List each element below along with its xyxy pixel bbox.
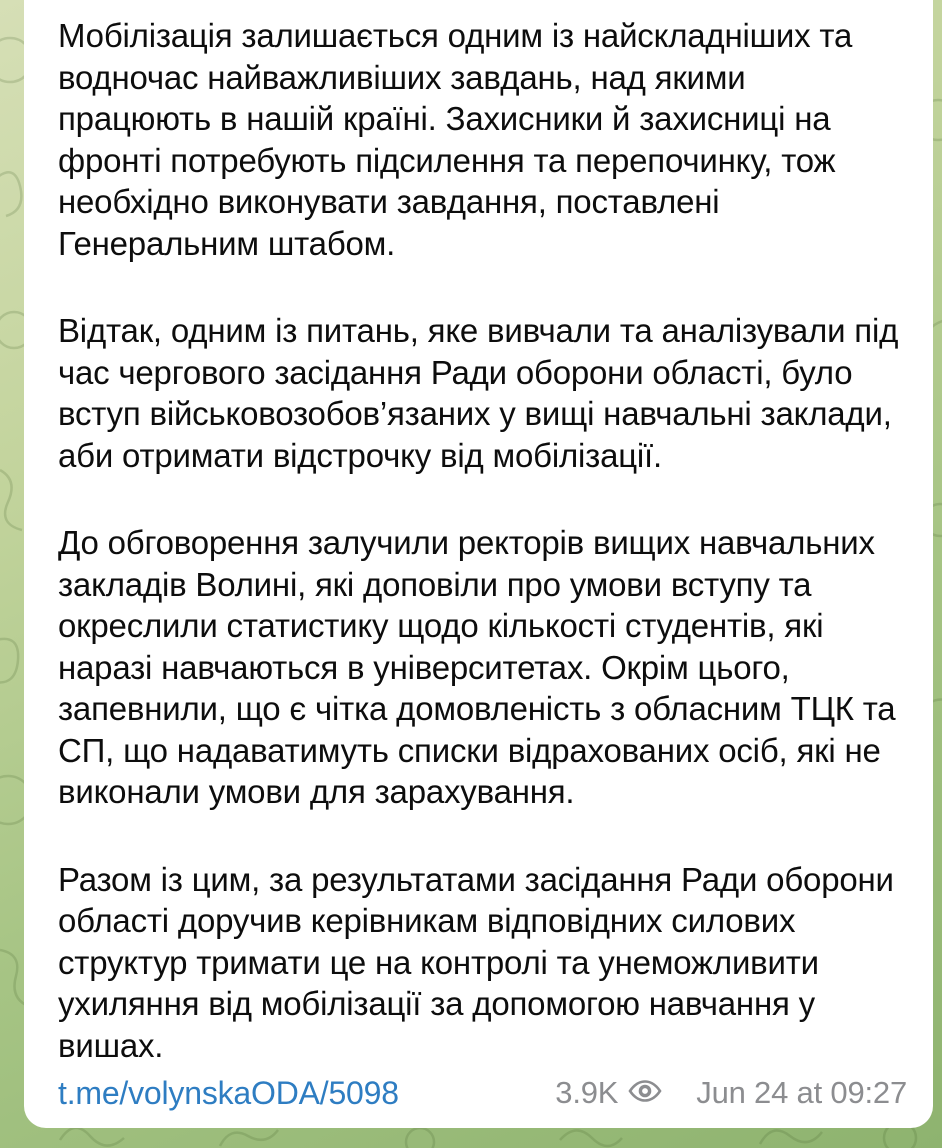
views-count: 3.9K: [555, 1075, 619, 1110]
message-paragraph: Відтак, одним із питань, яке вивчали та аналізували під час чергового засідання Ради оборони області, було вступ військовозобов’язаних у вищі навчальні заклади, аби отримати відстрочку від мобілізації.: [58, 312, 899, 474]
message-paragraph: Мобілізація залишається одним із найскладніших та водночас найважливіших завдань, над якими працюють в нашій країні. Захисники й захисниці на фронті потребують підсилення та перепочинку, тож необхідно виконувати завдання, поставлені Генеральним штабом.: [58, 17, 853, 262]
post-link[interactable]: t.me/volynskaODA/5098: [58, 1075, 399, 1111]
eye-icon: [628, 1076, 662, 1110]
message-bubble: [24, 0, 933, 1128]
message-paragraph: До обговорення залучили ректорів вищих навчальних закладів Волині, які доповіли про умови вступу та окреслили статистику щодо кількості студентів, які наразі навчаються в університетах. Окрім цього, запевнили, що є чітка домовленість з обласним ТЦК та СП, що надаватимуть списки відрахованих осіб, які не виконали умови для зарахування.: [58, 524, 896, 810]
message-meta: [555, 1076, 907, 1110]
views-count-wrap: [555, 1076, 662, 1110]
message-text: [58, 15, 907, 1066]
timestamp: Jun 24 at 09:27: [696, 1075, 907, 1110]
message-footer: [58, 1076, 907, 1110]
message-paragraph: Разом із цим, за результатами засідання Ради оборони області доручив керівникам відповідних силових структур тримати це на контролі та унеможливити ухиляння від мобілізації за допомогою навчання у вишах.: [58, 860, 894, 1064]
